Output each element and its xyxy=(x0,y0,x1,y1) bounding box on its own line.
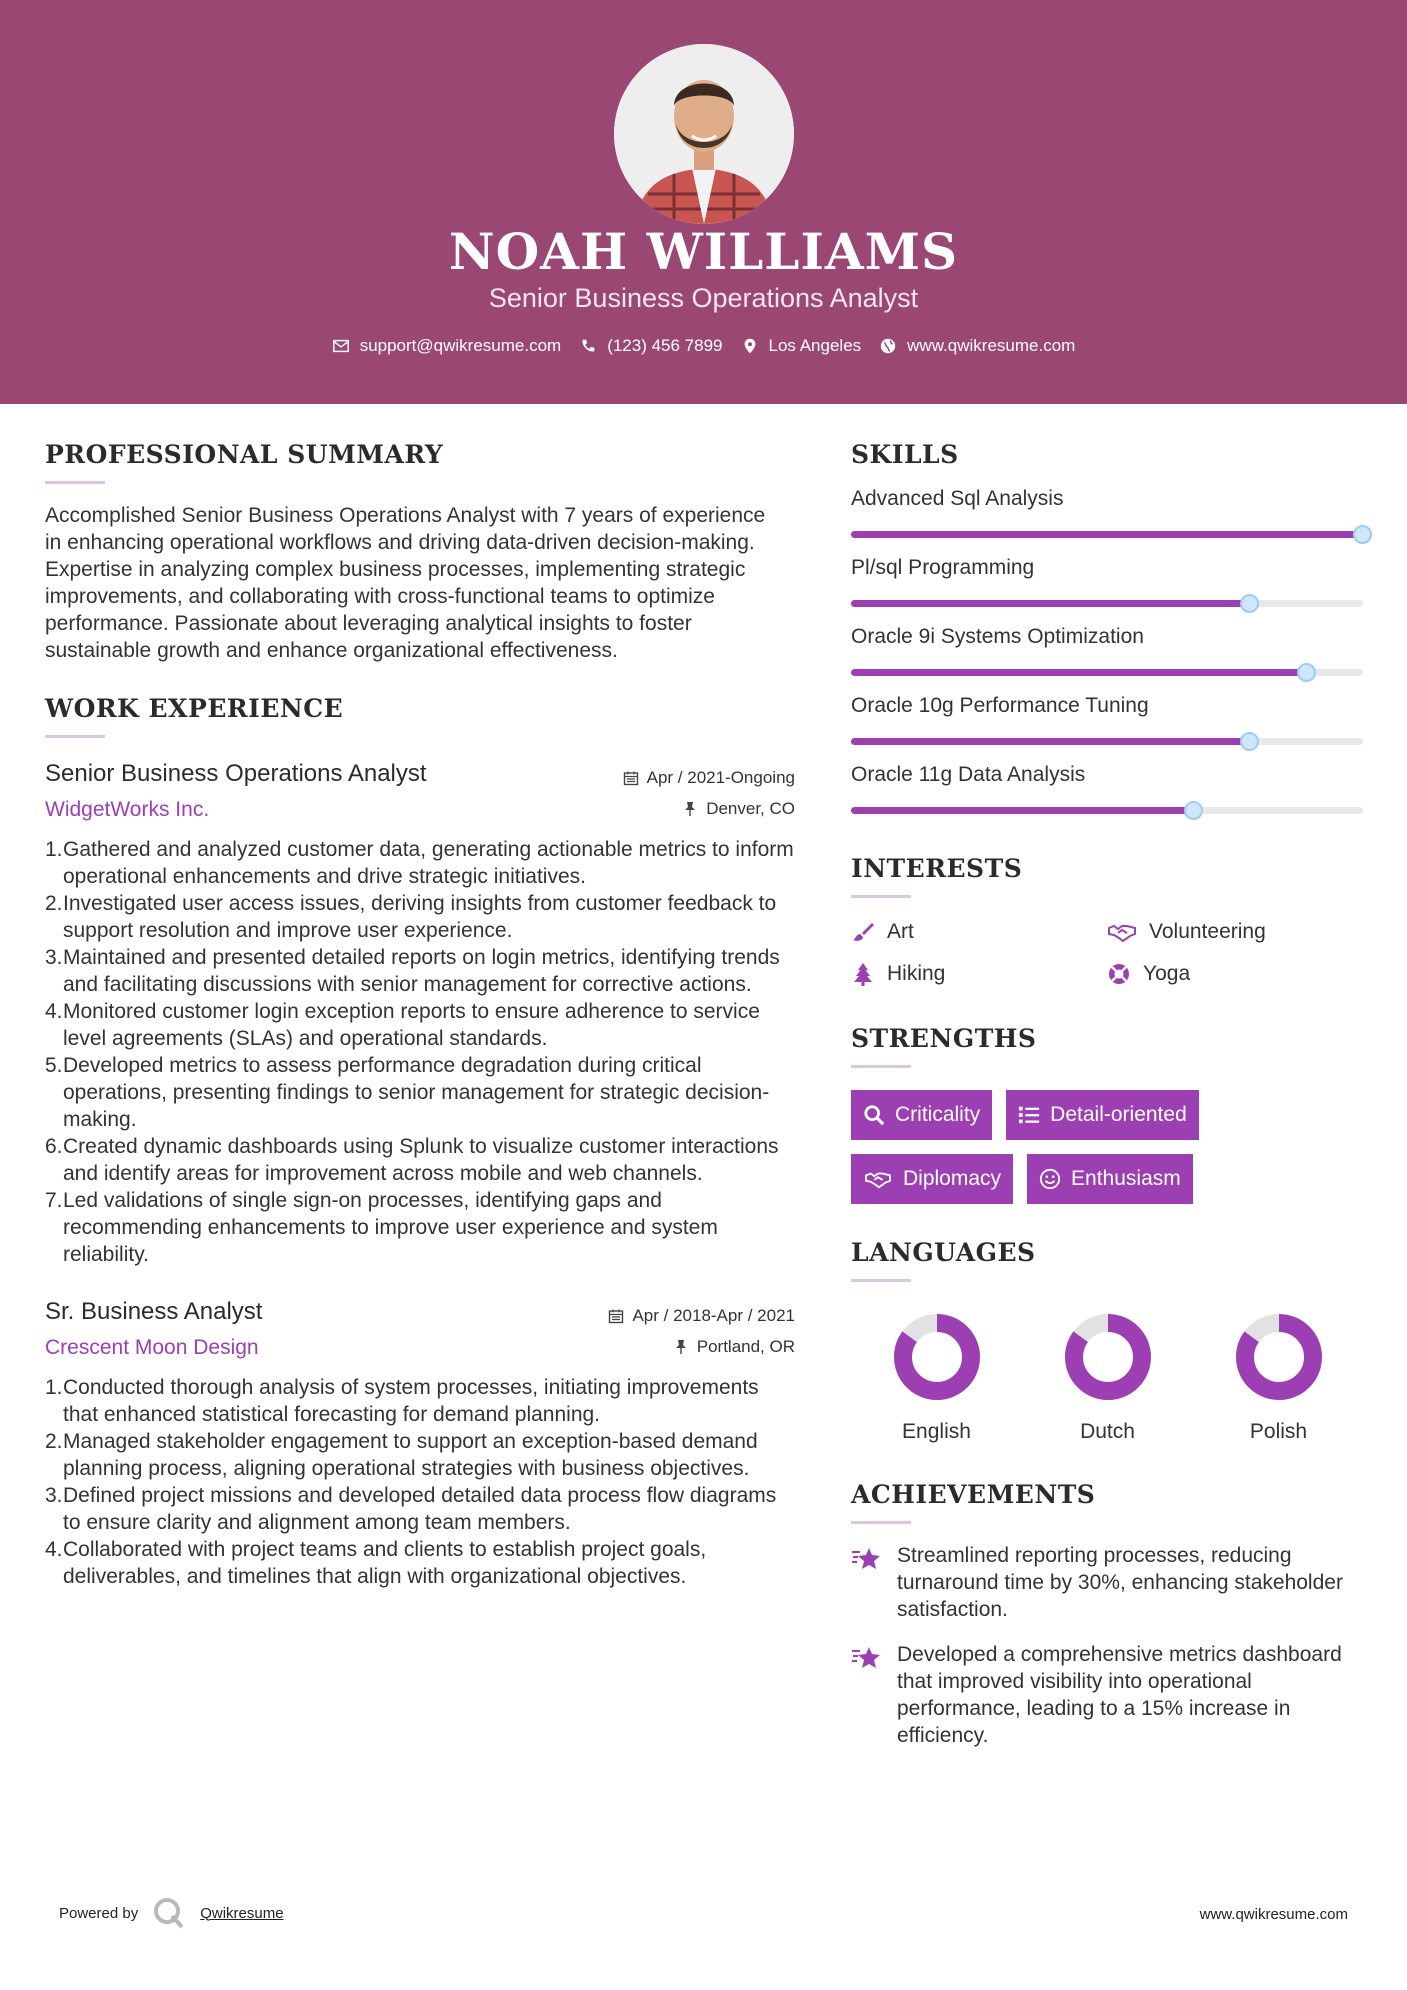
interest-item xyxy=(1107,962,1363,986)
language-level-donut xyxy=(1063,1312,1153,1402)
job-meta xyxy=(623,762,795,824)
job-bullets xyxy=(45,836,795,1268)
interest-item xyxy=(851,920,1107,944)
job-title: Sr. Business Analyst xyxy=(45,1298,263,1325)
job-title: Senior Business Operations Analyst xyxy=(45,760,427,787)
bullet-text: Gathered and analyzed customer data, generating actionable metrics to inform operational enhancements and drive strategic initiatives. xyxy=(63,838,794,888)
candidate-name: NOAH WILLIAMS xyxy=(448,222,959,281)
bullet-text: Defined project missions and developed detailed data process flow diagrams to ensure clarity and alignment among team members. xyxy=(63,1484,777,1534)
language-label: Polish xyxy=(1249,1420,1308,1443)
skill-label: Oracle 10g Performance Tuning xyxy=(851,694,1149,717)
phone-icon xyxy=(579,337,597,355)
achievement-text: Developed a comprehensive metrics dashboard that improved visibility into operational performance, leading to a 15% increase in efficiency. xyxy=(897,1643,1342,1747)
interest-label: Yoga xyxy=(1143,962,1191,985)
list-item: 7. Led validations of single sign-on processes, identifying gaps and recommending enhancements to improve user experience and system reliability. xyxy=(45,1187,795,1268)
skill-level-knob xyxy=(1240,732,1259,751)
strength-label: Criticality xyxy=(895,1103,981,1126)
bullet-text: Investigated user access issues, deriving insights from customer feedback to support resolution and improve user experience. xyxy=(63,892,777,942)
achievements-heading: ACHIEVEMENTS xyxy=(851,1480,1096,1509)
skill-label: Advanced Sql Analysis xyxy=(851,487,1064,510)
skill-level-knob xyxy=(1353,525,1372,544)
job-company: WidgetWorks Inc. xyxy=(45,798,210,821)
list-item: 3. Maintained and presented detailed reports on login metrics, identifying trends and facilitating discussions with senior management for corrective actions. xyxy=(45,944,795,998)
languages-heading: LANGUAGES xyxy=(851,1238,1036,1267)
achievement-text: Streamlined reporting processes, reducing turnaround time by 30%, enhancing stakeholder satisfaction. xyxy=(897,1544,1343,1621)
list-item: 2. Investigated user access issues, deriving insights from customer feedback to support resolution and improve user experience. xyxy=(45,890,795,944)
list-item: 5. Developed metrics to assess performance degradation during critical operations, presenting findings to senior management for strategic decision-making. xyxy=(45,1052,795,1133)
skills-list xyxy=(851,487,1366,814)
job-location-text: Denver, CO xyxy=(706,799,795,818)
list-item: 4. Monitored customer login exception reports to ensure adherence to service level agreements (SLAs) and operational standards. xyxy=(45,998,795,1052)
map-pin-icon xyxy=(741,337,759,355)
skill-item xyxy=(851,625,1366,676)
job-location-text: Portland, OR xyxy=(696,1337,795,1356)
section-divider xyxy=(851,1279,911,1282)
bullet-text: Led validations of single sign-on processes, identifying gaps and recommending enhancements to improve user experience and system reliability. xyxy=(63,1189,718,1266)
interest-label: Hiking xyxy=(887,962,946,985)
job-location xyxy=(608,1331,795,1362)
bullet-text: Monitored customer login exception reports to ensure adherence to service level agreements (SLAs) and operational standards. xyxy=(63,1000,760,1050)
strength-tag xyxy=(1027,1154,1193,1204)
job-dates xyxy=(623,762,795,793)
skill-level-knob xyxy=(1240,594,1259,613)
left-column xyxy=(45,440,795,1590)
list-item: 4. Collaborated with project teams and clients to establish project goals, deliverables, and timelines that align with organizational objectives. xyxy=(45,1536,795,1590)
bullet-text: Managed stakeholder engagement to support an exception-based demand planning process, aligning operational strategies with business objectives. xyxy=(63,1430,758,1480)
skills-heading: SKILLS xyxy=(851,440,959,469)
language-item xyxy=(1022,1312,1193,1444)
section-divider xyxy=(45,735,105,738)
contact-email-text: support@qwikresume.com xyxy=(359,336,562,355)
language-item xyxy=(851,1312,1022,1444)
skill-label: Oracle 9i Systems Optimization xyxy=(851,625,1144,648)
list-item: 1. Conducted thorough analysis of system processes, initiating improvements that enhanced statistical forecasting for demand planning. xyxy=(45,1374,795,1428)
handshake-icon xyxy=(1107,920,1137,944)
brand-link[interactable]: Qwikresume xyxy=(200,1904,284,1922)
contact-location xyxy=(741,336,862,356)
skill-label: Pl/sql Programming xyxy=(851,556,1035,579)
powered-by-text: Powered by xyxy=(59,1904,139,1922)
skill-level-bar xyxy=(851,807,1363,814)
bullet-text: Conducted thorough analysis of system processes, initiating improvements that enhanced statistical forecasting for demand planning. xyxy=(63,1376,759,1426)
section-divider xyxy=(45,481,105,484)
job-entry xyxy=(45,1298,795,1590)
globe-icon xyxy=(879,337,897,355)
job-company: Crescent Moon Design xyxy=(45,1336,259,1359)
language-item xyxy=(1193,1312,1364,1444)
list-item: 3. Defined project missions and developed detailed data process flow diagrams to ensure clarity and alignment among team members. xyxy=(45,1482,795,1536)
bullet-text: Created dynamic dashboards using Splunk to visualize customer interactions and identify areas for improvement across mobile and web channels. xyxy=(63,1135,779,1185)
section-divider xyxy=(851,895,911,898)
job-dates-text: Apr / 2018-Apr / 2021 xyxy=(632,1306,795,1325)
contact-bar xyxy=(0,336,1407,356)
summary-heading: PROFESSIONAL SUMMARY xyxy=(45,440,444,469)
achievement-item xyxy=(851,1542,1366,1623)
bullet-text: Developed metrics to assess performance degradation during critical operations, presenting findings to senior management for strategic decision-making. xyxy=(63,1054,770,1131)
contact-location-text: Los Angeles xyxy=(768,336,862,355)
interests-list xyxy=(851,920,1366,986)
calendar-icon xyxy=(623,770,639,786)
summary-text: Accomplished Senior Business Operations Analyst with 7 years of experience in enhancing operational workflows and driving data-driven decision-making. Expertise in analyzing complex business processes, implementing strategic improvements, and collaborating with cross-functional teams to optimize performance. Passionate about leveraging analytical insights to foster sustainable growth and enhance organizational effectiveness. xyxy=(45,504,766,662)
job-meta xyxy=(608,1300,795,1362)
language-level-donut xyxy=(1234,1312,1324,1402)
strength-tag xyxy=(851,1154,1013,1204)
contact-website-text: www.qwikresume.com xyxy=(907,336,1076,355)
footer-branding xyxy=(59,1896,284,1930)
job-bullets xyxy=(45,1374,795,1590)
achievement-item xyxy=(851,1641,1366,1749)
list-item: 6. Created dynamic dashboards using Splunk to visualize customer interactions and identify areas for improvement across mobile and web channels. xyxy=(45,1133,795,1187)
strength-tag xyxy=(851,1090,992,1140)
pushpin-icon xyxy=(673,1339,689,1355)
lifering-icon xyxy=(1107,962,1131,986)
bullet-text: Maintained and presented detailed reports on login metrics, identifying trends and facilitating discussions with senior management for corrective actions. xyxy=(63,946,780,996)
strength-tag xyxy=(1006,1090,1199,1140)
language-level-donut xyxy=(892,1312,982,1402)
candidate-title: Senior Business Operations Analyst xyxy=(488,283,919,313)
job-location xyxy=(623,793,795,824)
envelope-icon xyxy=(332,337,350,355)
resume-header xyxy=(0,0,1407,404)
job-dates-text: Apr / 2021-Ongoing xyxy=(646,768,795,787)
skill-item xyxy=(851,556,1366,607)
experience-heading: WORK EXPERIENCE xyxy=(45,694,344,723)
shooting-star-icon xyxy=(851,1643,883,1671)
skill-level-fill xyxy=(851,669,1307,676)
calendar-icon xyxy=(608,1308,624,1324)
section-divider xyxy=(851,1521,911,1524)
skill-level-bar xyxy=(851,600,1363,607)
handshake-icon xyxy=(863,1168,893,1190)
skill-level-knob xyxy=(1184,801,1203,820)
language-label: English xyxy=(902,1420,971,1443)
language-label: Dutch xyxy=(1080,1420,1135,1443)
profile-photo-image xyxy=(614,44,794,224)
skill-item xyxy=(851,763,1366,814)
skill-item xyxy=(851,694,1366,745)
strength-label: Detail-oriented xyxy=(1050,1103,1187,1126)
paintbrush-icon xyxy=(851,920,875,944)
search-icon xyxy=(863,1104,885,1126)
qwikresume-logo-icon xyxy=(152,1896,186,1930)
skill-level-bar xyxy=(851,738,1363,745)
interest-item xyxy=(851,962,1107,986)
skill-level-fill xyxy=(851,600,1250,607)
job-dates xyxy=(608,1300,795,1331)
list-item: 1. Gathered and analyzed customer data, generating actionable metrics to inform operational enhancements and drive strategic initiatives. xyxy=(45,838,794,888)
skill-level-fill xyxy=(851,807,1194,814)
contact-email[interactable] xyxy=(332,336,562,356)
strengths-list xyxy=(851,1090,1366,1204)
list-item: 2. Managed stakeholder engagement to support an exception-based demand planning process, aligning operational strategies with business objectives. xyxy=(45,1428,795,1482)
strengths-heading: STRENGTHS xyxy=(851,1024,1037,1053)
skill-label: Oracle 11g Data Analysis xyxy=(851,763,1086,786)
interest-label: Art xyxy=(887,920,914,943)
skill-level-bar xyxy=(851,531,1363,538)
contact-phone[interactable] xyxy=(579,336,722,356)
strength-label: Enthusiasm xyxy=(1071,1167,1181,1190)
skill-level-knob xyxy=(1297,663,1316,682)
section-divider xyxy=(851,1065,911,1068)
right-column xyxy=(851,440,1366,1749)
interests-heading: INTERESTS xyxy=(851,854,1023,883)
contact-phone-text: (123) 456 7899 xyxy=(607,336,723,355)
skill-level-fill xyxy=(851,738,1250,745)
profile-photo xyxy=(614,44,794,224)
shooting-star-icon xyxy=(851,1544,883,1572)
skill-level-bar xyxy=(851,669,1363,676)
bullet-text: Collaborated with project teams and clients to establish project goals, deliverables, and timelines that align with organizational objectives. xyxy=(63,1538,707,1588)
skill-item xyxy=(851,487,1366,538)
interest-label: Volunteering xyxy=(1149,920,1266,943)
list-icon xyxy=(1018,1104,1040,1126)
skill-level-fill xyxy=(851,531,1363,538)
contact-website[interactable] xyxy=(879,336,1075,356)
smile-icon xyxy=(1039,1168,1061,1190)
strength-label: Diplomacy xyxy=(903,1167,1002,1190)
pushpin-icon xyxy=(682,801,698,817)
achievements-list xyxy=(851,1542,1366,1749)
interest-item xyxy=(1107,920,1363,944)
job-entry xyxy=(45,760,795,1268)
tree-icon xyxy=(851,962,875,986)
languages-list xyxy=(851,1312,1366,1444)
footer-url[interactable]: www.qwikresume.com xyxy=(1199,1906,1348,1923)
